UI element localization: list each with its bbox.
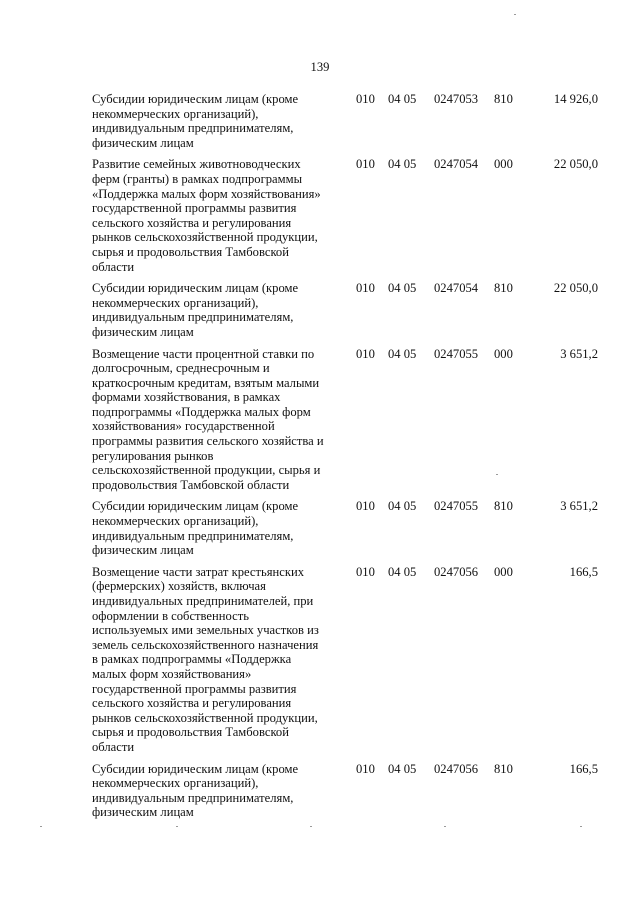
ministry-code: 010: [356, 346, 375, 361]
scan-speck: [40, 826, 42, 827]
expense-type-code: 810: [494, 281, 513, 296]
expense-type-code: 000: [494, 157, 513, 172]
expense-type-code: 810: [494, 761, 513, 776]
amount: 166,5: [569, 564, 598, 579]
table-row: [92, 565, 602, 755]
scan-speck: [444, 826, 446, 827]
ministry-code: 010: [356, 761, 375, 776]
scan-speck: [176, 826, 178, 827]
row-description: Возмещение части процентной ставки по долгосрочным, среднесрочным и краткосрочным кредитам, взятым малыми формами хозяйствования, в рамках подпрограммы «Поддержка малых форм хозяйствования» государственной программы развития сельского хозяйства и регулирования рынков сельскохозяйственной продукции, сырья и продовольствия Тамбовской области: [92, 346, 324, 492]
amount: 3 651,2: [560, 346, 598, 361]
table-row: [92, 92, 602, 150]
row-description: Субсидии юридическим лицам (кроме некоммерческих организаций), индивидуальным предпринимателям, физическим лицам: [92, 499, 299, 558]
amount: 22 050,0: [553, 157, 598, 172]
ministry-code: 010: [356, 564, 375, 579]
target-code: 0247055: [434, 499, 479, 514]
table-row: [92, 347, 602, 493]
ministry-code: 010: [356, 499, 375, 514]
section-code: 04 05: [388, 281, 417, 296]
row-description: Субсидии юридическим лицам (кроме некоммерческих организаций), индивидуальным предпринимателям, физическим лицам: [92, 92, 299, 150]
scan-speck: [580, 826, 582, 827]
target-code: 0247054: [434, 281, 479, 296]
expense-type-code: 000: [494, 346, 513, 361]
section-code: 04 05: [388, 499, 417, 514]
section-code: 04 05: [388, 564, 417, 579]
row-description: Субсидии юридическим лицам (кроме некоммерческих организаций), индивидуальным предпринимателям, физическим лицам: [92, 761, 299, 820]
expense-type-code: 000: [494, 564, 513, 579]
table-row: [92, 499, 602, 557]
amount: 14 926,0: [553, 92, 598, 106]
ministry-code: 010: [356, 92, 375, 106]
ministry-code: 010: [356, 157, 375, 172]
section-code: 04 05: [388, 761, 417, 776]
amount: 3 651,2: [560, 499, 598, 514]
row-description: Возмещение части затрат крестьянских (фермерских) хозяйств, включая индивидуальных предпринимателей, при оформлении в собственность используемых ими земельных участков из земель сельскохозяйственного назначения в рамках подпрограммы «Поддержка малых форм хозяйствования» государственной программы развития сельского хозяйства и регулирования рынков сельскохозяйственной продукции, сырья и продовольствия Тамбовской области: [92, 564, 319, 754]
table-row: [92, 281, 602, 339]
section-code: 04 05: [388, 92, 417, 106]
row-description: Развитие семейных животноводческих ферм (гранты) в рамках подпрограммы «Поддержка малых форм хозяйствования» государственной программы развития сельского хозяйства и регулирования рынков сельскохозяйственной продукции, сырья и продовольствия Тамбовской области: [92, 157, 321, 274]
target-code: 0247055: [434, 346, 479, 361]
table-row: [92, 762, 602, 820]
section-code: 04 05: [388, 346, 417, 361]
target-code: 0247056: [434, 564, 479, 579]
page-number: 139: [310, 60, 330, 74]
target-code: 0247054: [434, 157, 479, 172]
scan-speck: [496, 474, 498, 475]
scan-speck: [514, 14, 516, 15]
amount: 22 050,0: [553, 281, 598, 296]
expense-type-code: 810: [494, 92, 513, 106]
target-code: 0247053: [434, 92, 479, 106]
table-row: [92, 157, 602, 274]
section-code: 04 05: [388, 157, 417, 172]
expense-type-code: 810: [494, 499, 513, 514]
budget-table: [92, 92, 602, 827]
scan-speck: [310, 826, 312, 827]
target-code: 0247056: [434, 761, 479, 776]
amount: 166,5: [569, 761, 598, 776]
ministry-code: 010: [356, 281, 375, 296]
row-description: Субсидии юридическим лицам (кроме некоммерческих организаций), индивидуальным предпринимателям, физическим лицам: [92, 281, 299, 339]
